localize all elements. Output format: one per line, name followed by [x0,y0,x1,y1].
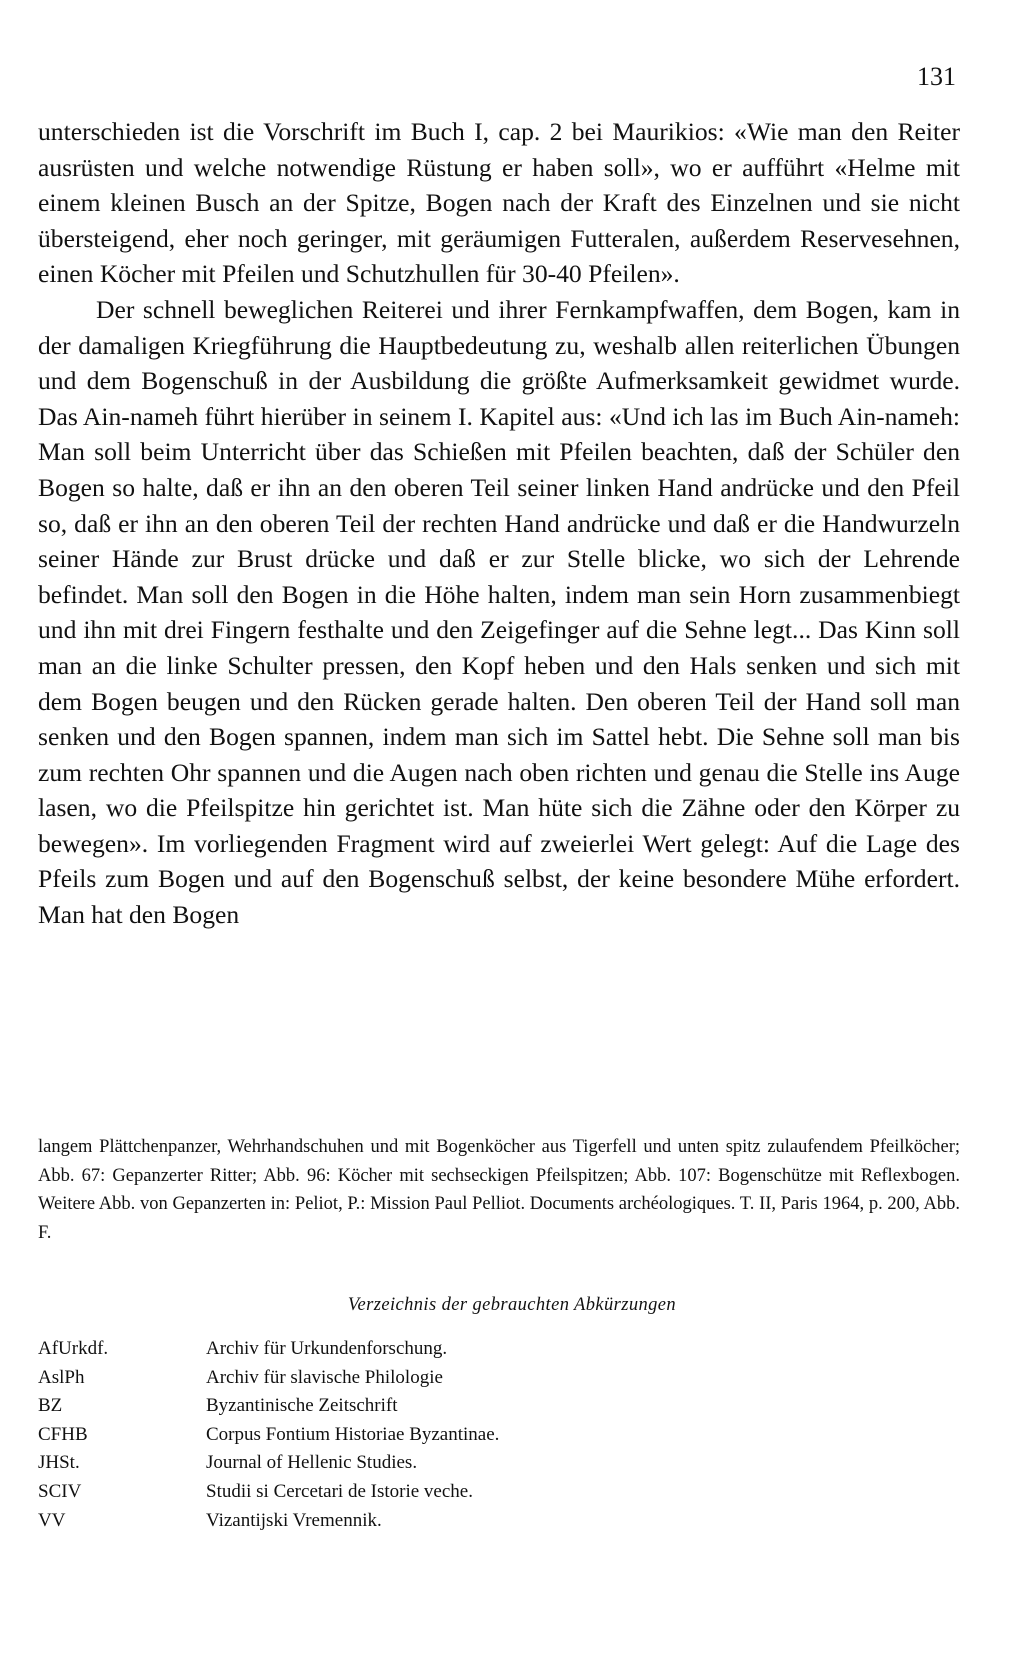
list-item [38,1507,938,1536]
abbreviation: BZ [38,1395,63,1417]
footnote-text: langem Plättchenpanzer, Wehrhandschuhen und mit Bogenköcher aus Tigerfell und unten spitz zulaufendem Pfeilköcher; Abb. 67: Gepanzerter Ritter; Abb. 96: Köcher mit sechseckigen Pfeilspitzen; Abb. 107: Bogenschütze mit Reflexbogen. Weitere Abb. von Gepanzerten in: Peliot, P.: Mission Paul Pelliot. Documents archéologiques. T. II, Paris 1964, p. 200, Abb. F. [38,1137,960,1243]
abbreviation: AfUrkdf. [38,1338,109,1359]
abbreviation-expansion: Archiv für Urkundenforschung. [206,1338,448,1359]
list-item [38,1421,938,1450]
abbreviation-expansion: Corpus Fontium Historiae Byzantinae. [206,1423,500,1445]
abbreviation-expansion: Studii si Cercetari de Istorie veche. [206,1480,473,1502]
abbreviation: SCIV [38,1480,82,1502]
list-item [38,1392,938,1421]
paragraph: unterschieden ist die Vorschrift im Buch I, cap. 2 bei Maurikios: «Wie man den Reiter ausrüsten und welche notwendige Rüstung er haben soll», wo er aufführt «Helme mit einem kleinen Busch an der Spitze, Bogen nach der Kraft des Einzelnen und sie nicht übersteigend, eher noch geringer, mit geräumigen Futteralen, außerdem Reservesehnen, einen Köcher mit Pfeilen und Schutzhullen für 30-40 Pfeilen». [38,117,960,289]
abbreviation: JHSt. [38,1452,80,1474]
abbreviations-list [38,1335,938,1535]
list-item [38,1364,938,1393]
list-item [38,1335,938,1364]
list-item [38,1449,938,1478]
abbreviation: CFHB [38,1423,88,1445]
list-item [38,1478,938,1507]
abbreviation: VV [38,1509,66,1531]
abbreviation-expansion: Journal of Hellenic Studies. [206,1452,418,1474]
abbreviation-expansion: Vizantijski Vremennik. [206,1509,382,1531]
abbreviation-expansion: Archiv für slavische Philologie [206,1366,443,1388]
abbreviation-expansion: Byzantinische Zeitschrift [206,1395,398,1417]
abbreviations-heading: Verzeichnis der gebrauchten Abkürzungen [347,1295,677,1315]
body-text [38,114,960,933]
footnote [38,1133,960,1247]
paragraph: Der schnell beweglichen Reiterei und ihrer Fernkampfwaffen, dem Bogen, kam in der damaligen Kriegführung die Hauptbedeutung zu, weshalb allen reiterlichen Übungen und dem Bogenschuß in der Ausbildung die größte Aufmerksamkeit gewidmet wurde. Das Ain-nameh führt hierüber in seinem I. Kapitel aus: «Und ich las im Buch Ain-nameh: Man soll beim Unterricht über das Schießen mit Pfeilen beachten, daß der Schüler den Bogen so halte, daß er ihn an den oberen Teil seiner linken Hand andrücke und den Pfeil so, daß er ihn an den oberen Teil der rechten Hand andrücke und daß er die Handwurzeln seiner Hände zur Brust drücke und daß er zur Stelle blicke, wo sich der Lehrende befindet. Man soll den Bogen in die Höhe halten, indem man sein Horn zusammenbiegt und ihn mit drei Fingern festhalte und den Zeigefinger auf die Sehne legt... Das Kinn soll man an die linke Schulter pressen, den Kopf heben und den Hals senken und sich mit dem Bogen beugen und den Rücken gerade halten. Den oberen Teil der Hand soll man senken und den Bogen spannen, indem man sich im Sattel hebt. Die Sehne soll man bis zum rechten Ohr spannen und die Augen nach oben richten und genau die Stelle ins Auge lasen, wo die Pfeilspitze hin gerichtet ist. Man hüte sich die Zähne oder den Körper zu bewegen». Im vorliegenden Fragment wird auf zweierlei Wert gelegt: Auf die Lage des Pfeils zum Bogen und auf den Bogenschuß selbst, der keine besondere Mühe erfordert. Man hat den Bogen [38,294,960,930]
page-number: 131 [917,62,956,91]
abbreviation: AslPh [38,1366,85,1388]
